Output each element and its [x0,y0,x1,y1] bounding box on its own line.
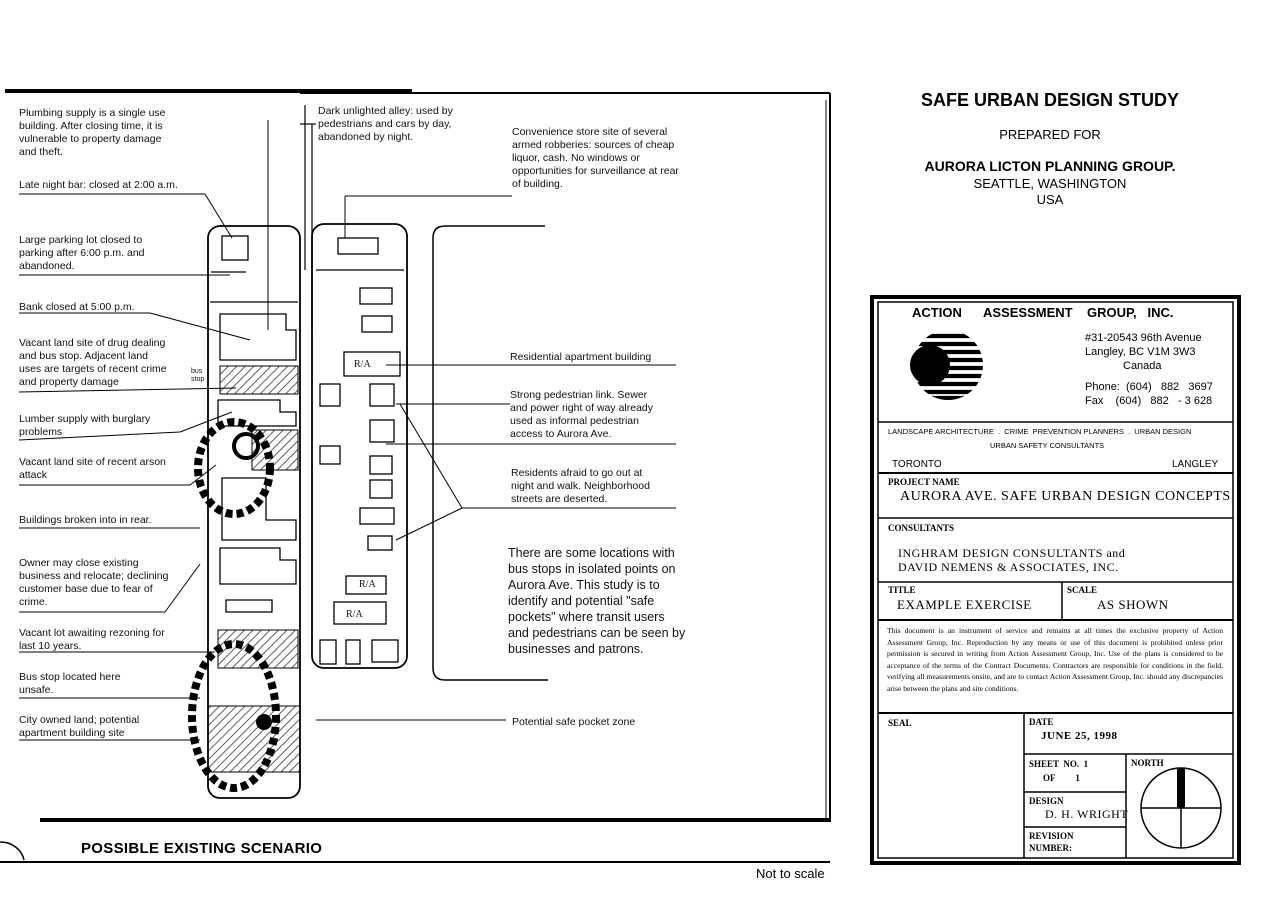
title-label: TITLE [888,585,916,595]
scale-label: SCALE [1067,585,1098,595]
client-name: AURORA LICTON PLANNING GROUP. [924,158,1176,174]
client-country: USA [1036,192,1064,207]
label-buildings-broken: Buildings broken into in rear. [19,514,152,526]
revision-number-label: NUMBER: [1029,843,1072,853]
label-owner-may-close: Owner may close existing business and relocate; declining customer base due to fear of crime. [19,557,169,608]
scale-value: AS SHOWN [1097,597,1169,612]
disclaimer: This document is an instrument of service and remains at all times the exclusive property of Action Assessment Group, Inc. Reproduction by any means or use of this document is prohibited unless prior permission is secured in writing from Action Assessment Group, Inc. Use of the plans is considered to be acceptance of the terms of the Contract Documents. Contractors are responsible for conditions in the field, verifying all measurements onsite, and are to contact Action Assessment Group, Inc. should any discrepancies arise between the plans and site conditions. [887,626,1223,693]
prepared-for: PREPARED FOR [999,127,1101,142]
ra-tag-1: R/A [354,359,371,370]
label-plumbing-supply: Plumbing supply is a single use building. After closing time, it is vulnerable to property damage and theft. [19,107,166,158]
seal-label: SEAL [888,718,912,728]
title-value: EXAMPLE EXERCISE [897,597,1032,612]
label-city-owned-land: City owned land; potential apartment building site [19,714,140,739]
revision-label: REVISION [1029,831,1074,841]
project-name: AURORA AVE. SAFE URBAN DESIGN CONCEPTS [900,489,1231,504]
label-late-night-bar: Late night bar: closed at 2:00 a.m. [19,179,178,191]
designer: D. H. WRIGHT [1045,807,1129,821]
firm-disciplines-2: URBAN SAFETY CONSULTANTS [990,441,1105,450]
ra-tag-3: R/A [346,609,363,620]
date-label: DATE [1029,717,1054,727]
label-bus-stop-unsafe: Bus stop located here unsafe. [19,671,121,696]
bus-stop-tag: bus stop [191,368,205,383]
firm-phone: Phone: (604) 882 3697 [1085,381,1213,393]
sheet-of: OF 1 [1043,773,1080,783]
scale-note: Not to scale [756,866,825,881]
client-city: SEATTLE, WASHINGTON [973,176,1127,191]
address-line-3: Canada [1123,360,1162,372]
address-line-2: Langley, BC V1M 3W3 [1085,346,1196,358]
address-line-1: #31-20543 96th Avenue [1085,332,1202,344]
consultants-label: CONSULTANTS [888,523,955,533]
label-safe-pocket-zone: Potential safe pocket zone [512,716,636,728]
label-convenience-store: Convenience store site of several armed robberies: sources of cheap liquor, cash. No windows or opportunities for surveillance at rear of building. [512,126,679,190]
project-name-label: PROJECT NAME [888,477,960,487]
ra-tag-2: R/A [359,579,376,590]
office-langley: LANGLEY [1172,459,1219,470]
study-summary: There are some locations with bus stops in isolated points on Aurora Ave. This study is to identify and potential "safe pockets" where transit users and pedestrians can be seen by businesses and patrons. [508,546,686,656]
label-residential-apartment: Residential apartment building [510,351,652,363]
study-title: SAFE URBAN DESIGN STUDY [920,90,1180,110]
label-residents-afraid: Residents afraid to go out at night and walk. Neighborhood streets are deserted. [511,467,650,505]
label-dark-alley: Dark unlighted alley: used by pedestrians and cars by day, abandoned by night. [318,105,453,143]
label-arson-site: Vacant land site of recent arson attack [19,456,166,481]
north-label: NORTH [1131,758,1164,768]
label-vacant-lot: Vacant lot awaiting rezoning for last 10 years. [19,627,165,652]
label-parking-lot: Large parking lot closed to parking after 6:00 p.m. and abandoned. [19,234,145,272]
office-toronto: TORONTO [892,459,942,470]
consultant-2: DAVID NEMENS & ASSOCIATES, INC. [898,560,1119,574]
label-pedestrian-link: Strong pedestrian link. Sewer and power right of way already used as informal pedestrian access to Aurora Ave. [510,389,653,440]
date-value: JUNE 25, 1998 [1041,730,1118,742]
firm-fax: Fax (604) 882 - 3 628 [1085,395,1213,407]
firm-disciplines: LANDSCAPE ARCHITECTURE . CRIME PREVENTION PLANNERS . URBAN DESIGN [888,427,1192,436]
firm-address [1085,331,1202,373]
consultant-1: INGHRAM DESIGN CONSULTANTS and [898,546,1126,560]
label-lumber-supply: Lumber supply with burglary problems [19,413,151,438]
diagram-caption: POSSIBLE EXISTING SCENARIO [81,840,323,857]
north-arc [0,842,24,860]
label-vacant-drug-site: Vacant land site of drug dealing and bus stop. Adjacent land uses are targets of recent crime and property damage [19,337,167,388]
firm-name: ACTION ASSESSMENT GROUP, INC. [912,305,1174,320]
label-bank: Bank closed at 5:00 p.m. [19,301,135,313]
sheet-no: SHEET NO. 1 [1029,759,1089,769]
design-label: DESIGN [1029,796,1064,806]
